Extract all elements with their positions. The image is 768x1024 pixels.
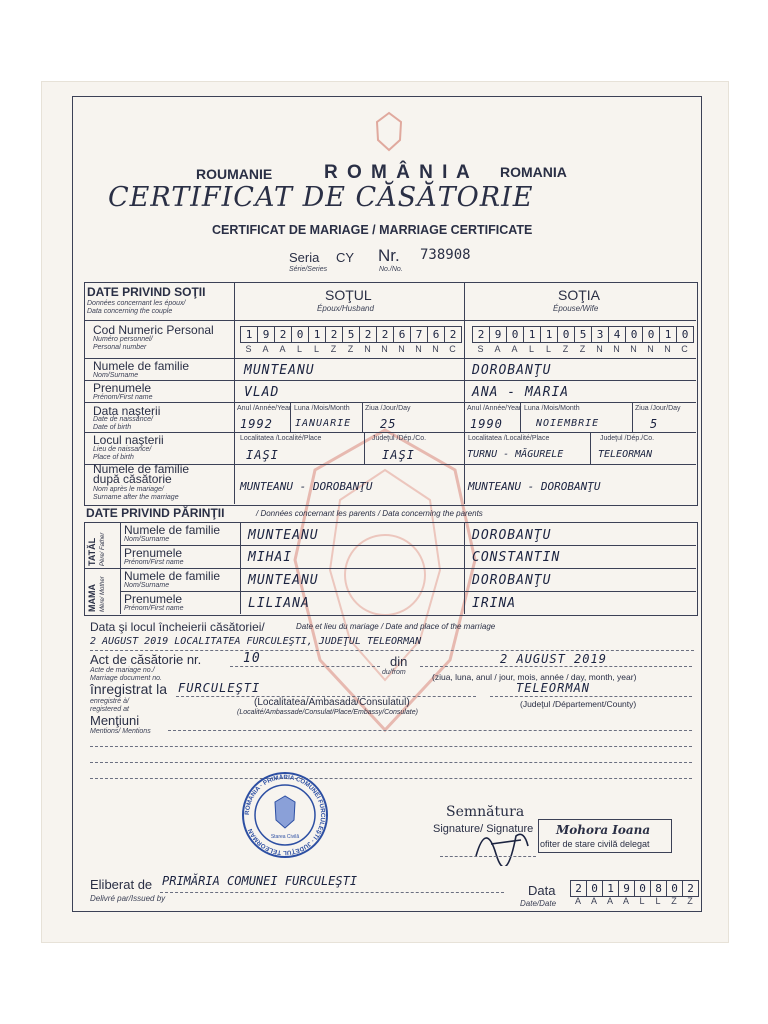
cnp-format-letter: Z [347, 344, 354, 354]
header-lang-ro: R O M Â N I A [324, 162, 472, 183]
cnp-digit: 0 [558, 326, 575, 343]
cnp-digit: 2 [326, 326, 343, 343]
birthplace-sub1: Lieu de naissance/ [93, 446, 152, 453]
date-label: Data [528, 883, 556, 898]
spouses-section-sub2: Data concerning the couple [87, 308, 173, 315]
official-stamp [240, 770, 330, 860]
wife-birth-year: 1990 [470, 417, 503, 431]
husband-county-hdr: Judeţul /Dép./Co. [372, 435, 427, 442]
cnp-format-letter: L [528, 344, 534, 354]
date-format-letter: A [574, 896, 581, 906]
firstname-sub: Prénom/First name [93, 394, 153, 401]
cnp-sub1: Numéro personnel/ [93, 336, 153, 343]
wife-birth-county: TELEORMAN [598, 449, 653, 460]
cnp-digit: 5 [343, 326, 360, 343]
mother-surname-sub: Nom/Surname [124, 582, 170, 589]
cnp-format-letter: N [432, 344, 439, 354]
aftername-label-2: după căsătorie [93, 472, 172, 486]
parents-section-title: DATE PRIVIND PĂRINŢII [86, 506, 225, 520]
husband-day-hdr: Ziua /Jour/Day [365, 405, 411, 412]
signature-label: Semnătura [446, 804, 525, 820]
birthdate-sub1: Date de naissance/ [93, 416, 153, 423]
father-label: TATĂL [87, 537, 97, 566]
cnp-format-letter: A [279, 344, 286, 354]
registered-locality: FURCULEŞTI [178, 681, 261, 695]
stamp-outer-text: ROMÂNIA · PRIMĂRIA COMUNEI FURCULEŞTI · JUDEŢUL TELEORMAN [243, 773, 327, 857]
series-label: Seria [289, 250, 320, 265]
cnp-label: Cod Numeric Personal [93, 323, 214, 337]
parents-section-sub: / Données concernant les parents / Data concerning the parents [256, 509, 483, 518]
husband-locality-hdr: Localitatea /Localité/Place [240, 435, 322, 442]
cnp-digit: 7 [411, 326, 428, 343]
husband-birth-year: 1992 [240, 417, 273, 431]
cnp-digit: 5 [575, 326, 592, 343]
mother-firstname-label: Prenumele [124, 592, 183, 606]
cnp-format-letter: A [262, 344, 269, 354]
wife-locality-hdr: Localitatea /Localité/Place [468, 435, 550, 442]
husband-title: SOŢUL [325, 287, 372, 303]
issued-label: Eliberat de [90, 877, 153, 892]
husband-cnp-format [240, 344, 461, 354]
date-format-letter: L [655, 896, 661, 906]
mother-firstname-sub: Prénom/First name [124, 605, 184, 612]
cnp-digit: 0 [507, 326, 524, 343]
date-format-letter: Z [687, 896, 693, 906]
number-sub: No./No. [379, 266, 403, 273]
firstname-label: Prenumele [93, 381, 152, 395]
cnp-format-letter: N [596, 344, 603, 354]
wife-birth-day: 5 [650, 417, 659, 431]
date-format-letter: Z [671, 896, 677, 906]
father-sub: Père/ Father [100, 532, 106, 566]
date-digit: 9 [619, 880, 635, 897]
cnp-format-letter: A [511, 344, 518, 354]
cnp-format-letter: L [296, 344, 302, 354]
birthdate-label: Data naşterii [93, 404, 161, 418]
cnp-digit: 1 [541, 326, 558, 343]
wife-day-hdr: Ziua /Jour/Day [635, 405, 681, 412]
husband-father-surname: MUNTEANU [248, 528, 319, 543]
cnp-format-letter: Z [330, 344, 337, 354]
wife-county-hdr: Judeţul /Dép./Co. [600, 435, 655, 442]
wife-year-hdr: Anul /Année/Year [467, 405, 522, 412]
aftername-sub1: Nom après le mariage/ [93, 486, 164, 493]
mentions-sub: Mentions/ Mentions [90, 728, 151, 735]
cnp-format-letter: C [449, 344, 456, 354]
cnp-digit: 1 [524, 326, 541, 343]
cnp-digit: 9 [258, 326, 275, 343]
mother-label: MAMA [87, 584, 97, 612]
wife-mother-firstname: IRINA [472, 596, 517, 611]
certificate-title: CERTIFICAT DE CĂSĂTORIE [108, 182, 534, 213]
father-firstname-label: Prenumele [124, 546, 183, 560]
surname-label: Numele de familie [93, 359, 190, 373]
father-firstname-sub: Prénom/First name [124, 559, 184, 566]
husband-aftername: MUNTEANU - DOROBANŢU [240, 480, 373, 493]
father-surname-sub: Nom/Surname [124, 536, 170, 543]
number-label: Nr. [378, 246, 400, 265]
cnp-digit: 1 [309, 326, 326, 343]
date-digit: 0 [667, 880, 683, 897]
cnp-digit: 1 [240, 326, 258, 343]
stamp-center-text: Starea Civilă [270, 834, 300, 840]
cnp-format-letter: A [494, 344, 501, 354]
wife-sub: Épouse/Wife [553, 304, 599, 313]
act-label: Act de căsătorie nr. [90, 652, 202, 667]
marriage-place-sub: Date et lieu du mariage / Date and place of the marriage [296, 622, 496, 631]
birthdate-sub2: Date of birth [93, 424, 132, 431]
mother-sub: Mère/ Mother [100, 576, 106, 612]
husband-month-hdr: Luna /Mois/Month [294, 405, 350, 412]
date-digit: 1 [603, 880, 619, 897]
act-date: 2 AUGUST 2019 [500, 652, 607, 666]
cnp-format-letter: L [545, 344, 551, 354]
wife-cnp-format [472, 344, 693, 354]
header-lang-en: ROMANIA [500, 164, 567, 180]
mentions-label: Menţiuni [90, 713, 140, 728]
cnp-format-letter: Z [562, 344, 569, 354]
date-format-letter: A [622, 896, 629, 906]
officer-name: Mohora Ioana [556, 823, 651, 837]
cnp-format-letter: L [313, 344, 319, 354]
act-number: 10 [243, 651, 261, 666]
certificate-number: 738908 [420, 247, 471, 263]
husband-birth-day: 25 [380, 417, 397, 431]
aftername-label-1: Numele de familie [93, 462, 190, 476]
husband-birth-month: IANUARIE [295, 418, 352, 429]
birthplace-label: Locul naşterii [93, 433, 164, 447]
issued-value: PRIMĂRIA COMUNEI FURCULEŞTI [162, 874, 358, 888]
husband-firstname: VLAD [244, 385, 280, 400]
wife-birth-month: NOIEMBRIE [536, 418, 600, 429]
act-date-sub: (ziua, luna, anul / jour, mois, année / day, month, year) [432, 672, 637, 682]
date-sub: Date/Date [520, 899, 557, 908]
cnp-format-letter: S [245, 344, 252, 354]
date-format-letter: A [590, 896, 597, 906]
cnp-digit: 2 [360, 326, 377, 343]
cnp-format-letter: N [630, 344, 637, 354]
cnp-format-letter: C [681, 344, 688, 354]
registered-county-hdr: (Judeţul /Département/County) [520, 699, 637, 709]
cnp-format-letter: N [664, 344, 671, 354]
registered-sub1: enregistré à/ [90, 698, 129, 705]
date-digit: 8 [651, 880, 667, 897]
date-digit: 2 [570, 880, 587, 897]
wife-birth-locality: TURNU - MĂGURELE [467, 449, 564, 460]
mother-surname-label: Numele de familie [124, 569, 221, 583]
cnp-digit: 2 [445, 326, 462, 343]
wife-surname: DOROBANŢU [472, 363, 552, 378]
spouses-section-title: DATE PRIVIND SOŢII [87, 285, 206, 299]
husband-sub: Époux/Husband [317, 304, 374, 313]
cnp-format-letter: Z [579, 344, 586, 354]
wife-mother-surname: DOROBANŢU [472, 573, 552, 588]
wife-father-firstname: CONSTANTIN [472, 550, 561, 565]
series-sub: Série/Series [289, 266, 328, 273]
husband-year-hdr: Anul /Année/Year [237, 405, 292, 412]
cnp-sub2: Personal number [93, 344, 147, 351]
cnp-digit: 4 [609, 326, 626, 343]
cnp-digit: 2 [377, 326, 394, 343]
date-format-letter: L [639, 896, 645, 906]
cnp-format-letter: N [415, 344, 422, 354]
act-din-sub: du/from [382, 669, 406, 676]
series-value: CY [336, 250, 355, 265]
cnp-digit: 2 [472, 326, 490, 343]
husband-birth-locality: IAŞI [246, 448, 279, 462]
cnp-digit: 6 [394, 326, 411, 343]
husband-birth-county: IAŞI [382, 448, 415, 462]
date-digit: 2 [683, 880, 699, 897]
issue-date [570, 880, 699, 897]
wife-cnp [472, 326, 694, 343]
wife-month-hdr: Luna /Mois/Month [524, 405, 580, 412]
registered-label: înregistrat la [90, 681, 168, 697]
cnp-digit: 1 [660, 326, 677, 343]
issued-sub: Delivré par/Issued by [90, 894, 166, 903]
cnp-format-letter: S [477, 344, 484, 354]
handwritten-signature [466, 816, 536, 866]
signature-sub: Signature/ Signature [433, 823, 534, 835]
header-lang-fr: ROUMANIE [196, 166, 273, 182]
issue-date-format [570, 896, 698, 906]
registered-sub2: registered at [90, 706, 129, 713]
cnp-format-letter: N [647, 344, 654, 354]
registered-county: TELEORMAN [516, 681, 591, 695]
spouses-section-sub1: Données concernant les époux/ [87, 300, 186, 307]
act-din-label: din [390, 654, 408, 669]
date-digit: 0 [587, 880, 603, 897]
cnp-format-letter: N [364, 344, 371, 354]
cnp-format-letter: N [613, 344, 620, 354]
cnp-digit: 6 [428, 326, 445, 343]
date-format-letter: A [606, 896, 613, 906]
cnp-digit: 0 [643, 326, 660, 343]
registered-locality-sub: (Localité/Ambassade/Consulat/Place/Embassy/Consulate) [237, 709, 418, 716]
surname-sub: Nom/Surname [93, 372, 139, 379]
husband-father-firstname: MIHAI [248, 550, 293, 565]
wife-aftername: MUNTEANU - DOROBANŢU [468, 480, 601, 493]
officer-role: ofiter de stare civilă delegat [540, 839, 650, 849]
husband-mother-firstname: LILIANA [248, 596, 310, 611]
date-digit: 0 [635, 880, 651, 897]
registered-locality-hdr: (Localitatea/Ambasada/Consulatul) [254, 697, 410, 708]
husband-mother-surname: MUNTEANU [248, 573, 319, 588]
cnp-format-letter: N [381, 344, 388, 354]
wife-father-surname: DOROBANŢU [472, 528, 552, 543]
cnp-digit: 2 [275, 326, 292, 343]
cnp-digit: 0 [292, 326, 309, 343]
aftername-sub2: Surname after the marriage [93, 494, 179, 501]
cnp-format-letter: N [398, 344, 405, 354]
cnp-digit: 0 [626, 326, 643, 343]
birthplace-sub2: Place of birth [93, 454, 134, 461]
marriage-place-value: 2 AUGUST 2019 LOCALITATEA FURCULEŞTI, JUDEŢUL TELEORMAN [90, 636, 422, 647]
marriage-place-label: Data şi locul încheierii căsătoriei/ [90, 620, 265, 634]
husband-cnp [240, 326, 462, 343]
act-sub1: Acte de mariage no./ [90, 667, 155, 674]
husband-surname: MUNTEANU [244, 363, 315, 378]
father-surname-label: Numele de familie [124, 523, 221, 537]
wife-title: SOŢIA [558, 287, 601, 303]
certificate-subtitle: CERTIFICAT DE MARIAGE / MARRIAGE CERTIFICATE [212, 223, 533, 237]
wife-firstname: ANA - MARIA [472, 385, 570, 400]
cnp-digit: 3 [592, 326, 609, 343]
cnp-digit: 0 [677, 326, 694, 343]
cnp-digit: 9 [490, 326, 507, 343]
act-sub2: Marriage document no. [90, 675, 162, 682]
